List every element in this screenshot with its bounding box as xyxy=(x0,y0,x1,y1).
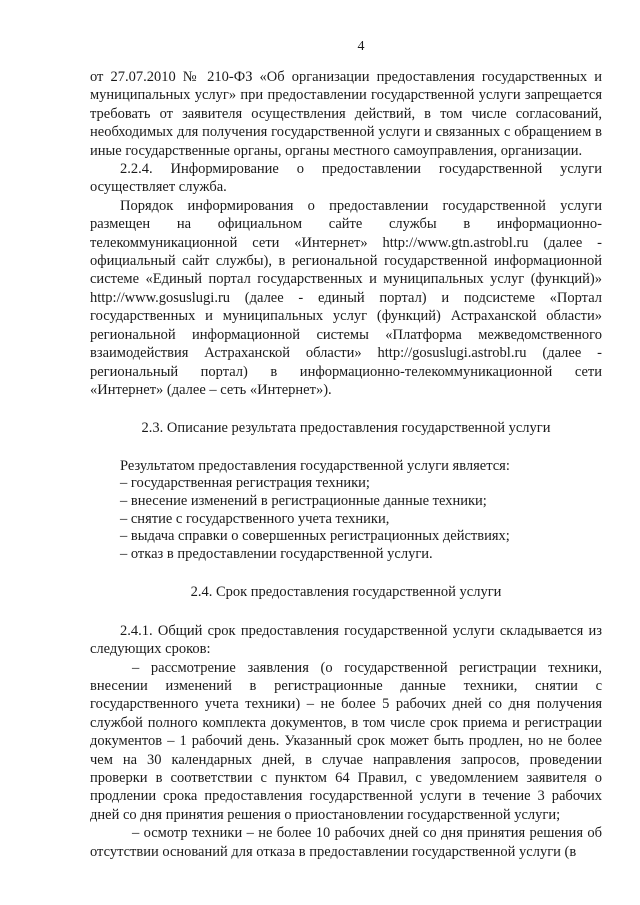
paragraph-2-4-1: 2.4.1. Общий срок предоставления государственной услуги складывается из следующих сроков: xyxy=(90,622,602,658)
paragraph-application-review: – рассмотрение заявления (о государственной регистрации техники, внесении изменений в регистрационные данные техники, снятии с государственного учета техники) – не более 5 рабочих дней со дня получения службой полного комплекта документов, в том числе срок приема и регистрации документов – 1 рабочий день. Указанный срок может быть продлен, но не более чем на 30 календарных дней, в случае направления запросов, проведении проверки в соответствии с пунктом 64 Правил, с уведомлением заявителя о продлении срока предоставления государственной услуги в течение 3 рабочих дней со дня принятия решения о приостановлении государственной услуги; xyxy=(90,659,602,823)
paragraph-2-2-4: 2.2.4. Информирование о предоставлении государственной услуги осуществляет служба. xyxy=(90,161,602,196)
result-list xyxy=(90,458,602,564)
list-item: – отказ в предоставлении государственной услуги. xyxy=(120,545,433,562)
section-2-4-heading: 2.4. Срок предоставления государственной услуги xyxy=(190,584,502,601)
list-item: – внесение изменений в регистрационные данные техники; xyxy=(120,492,487,509)
paragraph-law-reference: от 27.07.2010 № 210-ФЗ «Об организации предоставления государственных и муниципальных услуг» при предоставлении государственной услуги запрещается требовать от заявителя осуществления действий, в том числе согласований, необходимых для получения государственной услуги и связанных с обращением в иные государственные органы, органы местного самоуправления, организации. xyxy=(90,69,602,159)
list-item: – снятие с государственного учета техники, xyxy=(120,510,390,527)
document-body xyxy=(90,68,602,861)
paragraph-informing-procedure: Порядок информирования о предоставлении государственной услуги размещен на официальном сайте службы в информационно-телекоммуникационной сети «Интернет» http://www.gtn.astrobl.ru (далее - официальный сайт службы), в региональной государственной информационной системе «Единый портал государственных и муниципальных услуг (функций)» http://www.gosuslugi.ru (далее - единый портал) и подсистеме «Портал государственных и муниципальных услуг (функций) Астраханской области» региональной информационной системы «Платформа межведомственного взаимодействия Астраханской области» http://gosuslugi.astrobl.ru (далее - региональный портал) в информационно-телекоммуникационной сети «Интернет» (далее – сеть «Интернет»). xyxy=(90,197,602,398)
page-number: 4 xyxy=(357,39,365,54)
result-intro: Результатом предоставления государственной услуги является: xyxy=(120,457,510,474)
list-item: – государственная регистрация техники; xyxy=(120,475,370,492)
list-item: – выдача справки о совершенных регистрационных действиях; xyxy=(120,528,510,545)
paragraph-inspection: – осмотр техники – не более 10 рабочих дней со дня принятия решения об отсутствии оснований для отказа в предоставлении государственной услуги (в xyxy=(90,825,602,860)
section-2-3-heading: 2.3. Описание результата предоставления государственной услуги xyxy=(141,420,551,437)
